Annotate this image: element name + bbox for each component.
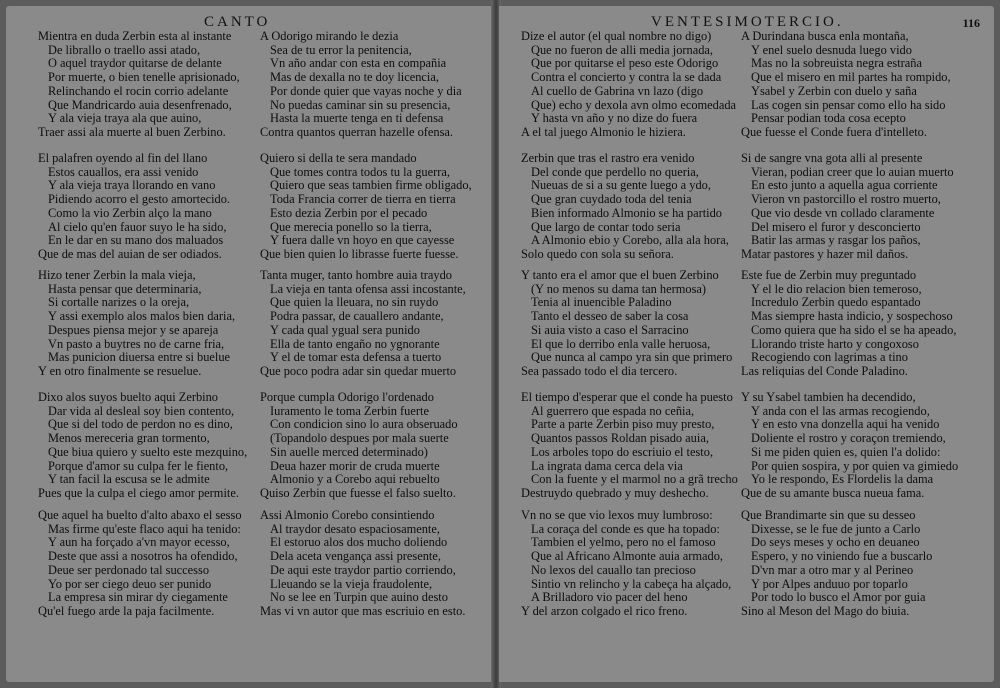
verse-line: Sea de tu error la penitencia, bbox=[270, 43, 412, 57]
verse-line: El estoruo alos dos mucho doliendo bbox=[270, 536, 448, 550]
verse-line: Quantos passos Roldan pisado auia, bbox=[531, 432, 709, 446]
verse-line: Que si del todo de perdon no es dino, bbox=[48, 418, 233, 432]
verse-line: Despues piensa mejor y se apareja bbox=[48, 323, 219, 337]
stanza bbox=[741, 269, 969, 379]
verse-line: Y su Ysabel tambien ha decendido, bbox=[741, 391, 916, 404]
verse-line: Que por quitarse el peso este Odorigo bbox=[531, 57, 719, 71]
verse-line: Pensar podian toda cosa ecepto bbox=[751, 112, 906, 126]
verse-line: Quiero que seas tambien firme obligado, bbox=[270, 179, 472, 193]
verse-line: Mas siempre hasta indicio, y sospechoso bbox=[751, 310, 953, 324]
verse-line: Al traydor desato espaciosamente, bbox=[270, 522, 440, 536]
verse-line: No puedas caminar sin su presencia, bbox=[270, 98, 451, 112]
verse-line: Y enel suelo desnuda luego vido bbox=[751, 43, 912, 57]
verse-line: (Topandolo despues por mala suerte bbox=[270, 432, 449, 446]
verse-line: Si de sangre vna gota alli al presente bbox=[741, 152, 923, 165]
verse-line: Y en esto vna donzella aqui ha venido bbox=[751, 418, 940, 432]
verse-line: Y assi exemplo alos malos bien daria, bbox=[48, 310, 236, 324]
verse-line: Al cielo qu'en fauor suyo le ha sido, bbox=[48, 220, 227, 234]
verse-line: Hasta la muerte tenga en ti defensa bbox=[270, 112, 444, 126]
verse-line: Que gran cuydado toda del tenia bbox=[531, 193, 692, 207]
right-page bbox=[499, 6, 994, 682]
running-head-left: CANTO bbox=[204, 14, 271, 30]
stanza bbox=[38, 152, 266, 262]
verse-line: Por muerte, o bien tenelle aprisionado, bbox=[48, 71, 240, 85]
verse-line: Y el le dio relacion bien temeroso, bbox=[751, 282, 922, 296]
stanza bbox=[38, 269, 266, 379]
verse-line: Y cada qual ygual sera punido bbox=[270, 323, 420, 337]
verse-line: Que biua quiero y suelto este mezquino, bbox=[48, 445, 248, 459]
verse-line: Toda Francia correr de tierra en tierra bbox=[270, 193, 456, 207]
verse-line: Y tanto era el amor que el buen Zerbino bbox=[521, 269, 719, 282]
verse-line: Dar vida al desleal soy bien contento, bbox=[48, 404, 235, 418]
verse-line: Y aun ha forçado a'vn mayor ecesso, bbox=[48, 536, 230, 550]
verse-line: Qu'el fuego arde la paja facilmente. bbox=[38, 604, 215, 618]
verse-line: Vieran, podian creer que lo auian muerto bbox=[751, 165, 954, 179]
verse-line: Vn pasto a buytres no de carne fria, bbox=[48, 337, 225, 351]
verse-line: Con condicion sino lo aura obseruado bbox=[270, 418, 458, 432]
verse-line: Quiso Zerbin que fuesse el falso suelto. bbox=[260, 486, 456, 500]
verse-line: Que poco podra adar sin quedar muerto bbox=[260, 364, 457, 378]
verse-line: Sintio vn relincho y la cabeça ha alçado, bbox=[531, 577, 732, 591]
verse-line: Que vio desde vn collado claramente bbox=[751, 206, 935, 220]
verse-line: Que Mandricardo auia desenfrenado, bbox=[48, 98, 232, 112]
verse-line: A Durindana busca enla montaña, bbox=[741, 30, 909, 43]
verse-line: Ella de tanto engaño no ygnorante bbox=[270, 337, 440, 351]
verse-line: Del misero el furor y desconcierto bbox=[751, 220, 921, 234]
verse-line: D'vn mar a otro mar y al Perineo bbox=[751, 563, 914, 577]
stanza bbox=[741, 152, 969, 262]
verse-line: Dize el autor (el qual nombre no digo) bbox=[521, 30, 712, 43]
verse-line: Del conde que perdello no queria, bbox=[531, 165, 699, 179]
verse-line: Yo le respondo, Es Flordelis la dama bbox=[751, 473, 934, 487]
verse-line: Por quien sospira, y por quien va gimiedo bbox=[751, 459, 959, 473]
verse-line: Mas de dexalla no te doy licencia, bbox=[270, 71, 439, 85]
verse-line: En le dar en su mano dos maluados bbox=[48, 234, 224, 248]
verse-line: Y en otro finalmente se resuelue. bbox=[38, 364, 202, 378]
verse-line: Las cogen sin pensar como ello ha sido bbox=[751, 98, 946, 112]
verse-line: Que bien quien lo librasse fuerte fuesse. bbox=[260, 247, 459, 261]
stanza bbox=[521, 509, 749, 619]
verse-line: A el tal juego Almonio le hiziera. bbox=[521, 125, 686, 139]
verse-line: Si cortalle narizes o la oreja, bbox=[48, 296, 190, 310]
verse-line: Que fuesse el Conde fuera d'intelleto. bbox=[741, 125, 927, 139]
verse-line: Contra el concierto y contra la se dada bbox=[531, 71, 722, 85]
verse-line: Y anda con el las armas recogiendo, bbox=[751, 404, 930, 418]
verse-line: Dixo alos suyos buelto aqui Zerbino bbox=[38, 391, 218, 404]
verse-line: Sino al Meson del Mago do biuia. bbox=[741, 604, 910, 618]
verse-line: Si me piden quien es, quien l'a dolido: bbox=[751, 445, 941, 459]
verse-line: Mas vi vn autor que mas escriuio en esto. bbox=[260, 604, 466, 618]
verse-line: No se lee en Turpin que auino desto bbox=[270, 591, 448, 605]
verse-line: Sea passado todo el dia tercero. bbox=[521, 364, 678, 378]
verse-line: Relinchando el rocin corrio adelante bbox=[48, 84, 229, 98]
verse-line: Incredulo Zerbin quedo espantado bbox=[751, 296, 921, 310]
verse-line: Tenia al inuencible Paladino bbox=[531, 296, 672, 310]
verse-line: A Almonio ebio y Corebo, alla ala hora, bbox=[531, 234, 729, 248]
verse-line: Almonio y a Corebo aqui rebuelto bbox=[270, 473, 440, 487]
verse-line: De aqui este traydor partio corriendo, bbox=[270, 563, 456, 577]
verse-line: Pidiendo acorro el gesto amortecido. bbox=[48, 193, 231, 207]
verse-line: Porque d'amor su culpa fer le fiento, bbox=[48, 459, 229, 473]
verse-line: Y ala vieja traya llorando en vano bbox=[48, 179, 216, 193]
verse-line: La vieja en tanta ofensa assi incostante, bbox=[270, 282, 466, 296]
stanza bbox=[38, 391, 266, 501]
verse-line: Zerbin que tras el rastro era venido bbox=[521, 152, 695, 165]
verse-line: Llorando triste harto y congoxoso bbox=[751, 337, 919, 351]
verse-line: Que de su amante busca nueua fama. bbox=[741, 486, 925, 500]
verse-line: Al guerrero que espada no ceñia, bbox=[531, 404, 695, 418]
verse-line: Mas firme qu'este flaco aqui ha tenido: bbox=[48, 522, 241, 536]
verse-line: O aquel traydor quitarse de delante bbox=[48, 57, 222, 71]
stanza bbox=[741, 391, 969, 501]
verse-line: Y hasta vn año y no dize do fuera bbox=[531, 112, 698, 126]
verse-line: Tambien el yelmo, pero no el famoso bbox=[531, 536, 716, 550]
verse-line: Podra passar, de cauallero andante, bbox=[270, 310, 444, 324]
verse-line: Mas no la sobreuista negra estraña bbox=[751, 57, 923, 71]
verse-line: Deua hazer morir de cruda muerte bbox=[270, 459, 440, 473]
verse-line: Deue ser perdonado tal successo bbox=[48, 563, 210, 577]
stanza bbox=[38, 30, 266, 140]
verse-line: Solo quedo con sola su señora. bbox=[521, 247, 674, 261]
verse-line: A Odorigo mirando le dezia bbox=[260, 30, 399, 43]
verse-line: Si auia visto a caso el Sarracino bbox=[531, 323, 689, 337]
verse-line: Por todo lo busco el Amor por guia bbox=[751, 591, 926, 605]
verse-line: Como quiera que ha sido el se ha apeado, bbox=[751, 323, 957, 337]
verse-line: La empresa sin mirar dy ciegamente bbox=[48, 591, 228, 605]
verse-line: La ingrata dama cerca dela via bbox=[531, 459, 683, 473]
verse-line: Vieron vn pastorcillo el rostro muerto, bbox=[751, 193, 941, 207]
verse-line: Y tan facil la escusa se le admite bbox=[48, 473, 210, 487]
stanza bbox=[260, 269, 488, 379]
verse-line: Vn año andar con esta en compañia bbox=[270, 57, 447, 71]
verse-line: Y fuera dalle vn hoyo en que cayesse bbox=[270, 234, 455, 248]
verse-line: Yo por ser ciego deuo ser punido bbox=[48, 577, 212, 591]
verse-line: Espero, y no viniendo fue a buscarlo bbox=[751, 550, 933, 564]
verse-line: Que Brandimarte sin que su desseo bbox=[741, 509, 916, 522]
folio-number: 116 bbox=[962, 16, 980, 30]
stanza bbox=[260, 30, 488, 140]
verse-line: Con la fuente y el marmol no a grã trecho bbox=[531, 473, 738, 487]
stanza bbox=[521, 391, 749, 501]
verse-line: Deste que assi a nosotros ha ofendido, bbox=[48, 550, 238, 564]
verse-line: El que lo derribo enla valle heruosa, bbox=[531, 337, 711, 351]
verse-line: Y del arzon colgado el rico freno. bbox=[521, 604, 688, 618]
verse-line: De librallo o traello assi atado, bbox=[48, 43, 201, 57]
verse-line: Sin auelle merced determinado) bbox=[270, 445, 428, 459]
verse-line: Que aquel ha buelto d'alto abaxo el sesso bbox=[38, 509, 242, 522]
stanza bbox=[741, 509, 969, 619]
verse-line: Do seys meses y ocho en deuaneo bbox=[751, 536, 920, 550]
verse-line: Vn no se que vio lexos muy lumbroso: bbox=[521, 509, 713, 522]
verse-line: A Brilladoro vio pacer del heno bbox=[531, 591, 688, 605]
verse-line: Al cuello de Gabrina vn lazo (digo bbox=[531, 84, 704, 98]
verse-line: Matar pastores y hazer mil daños. bbox=[741, 247, 909, 261]
stanza bbox=[260, 152, 488, 262]
verse-line: Y por Alpes anduuo por toparlo bbox=[751, 577, 908, 591]
verse-line: Nueuas de si a su gente luego a ydo, bbox=[531, 179, 711, 193]
verse-line: Que al Africano Almonte auia armado, bbox=[531, 550, 723, 564]
verse-line: Parte a parte Zerbin piso muy presto, bbox=[531, 418, 715, 432]
verse-line: Dixesse, se le fue de junto a Carlo bbox=[751, 522, 921, 536]
running-head-right: VENTESIMOTERCIO. bbox=[651, 14, 844, 30]
verse-line: Quiero si della te sera mandado bbox=[260, 152, 417, 165]
verse-line: Recogiendo con lagrimas a tino bbox=[751, 351, 908, 365]
verse-line: Ysabel y Zerbin con duelo y saña bbox=[751, 84, 917, 98]
verse-line: Dela aceta vengança assi presente, bbox=[270, 550, 441, 564]
verse-line: Hizo tener Zerbin la mala vieja, bbox=[38, 269, 196, 282]
verse-line: Que nunca al campo yra sin que primero bbox=[531, 351, 733, 365]
verse-line: Este fue de Zerbin muy preguntado bbox=[741, 269, 917, 282]
verse-line: Estos cauallos, era assi venido bbox=[48, 165, 199, 179]
stanza bbox=[521, 269, 749, 379]
verse-line: Tanto el desseo de saber la cosa bbox=[531, 310, 689, 324]
verse-line: Que quien la lleuara, no sin ruydo bbox=[270, 296, 439, 310]
verse-line: Como la vio Zerbin alço la mano bbox=[48, 206, 212, 220]
verse-line: El tiempo d'esperar que el conde ha puesto bbox=[521, 391, 733, 404]
verse-line: Que merecia ponello so la tierra, bbox=[270, 220, 432, 234]
stanza bbox=[521, 152, 749, 262]
verse-line: Que el misero en mil partes ha rompido, bbox=[751, 71, 951, 85]
verse-line: Los arboles topo do escriuio el testo, bbox=[531, 445, 714, 459]
verse-line: Pues que la culpa el ciego amor permite. bbox=[38, 486, 239, 500]
verse-line: Que) echo y dexola avn olmo ecomedada bbox=[531, 98, 737, 112]
verse-line: Doliente el rostro y coraçon tremiendo, bbox=[751, 432, 946, 446]
stanza bbox=[741, 30, 969, 140]
verse-line: Y el de tomar esta defensa a tuerto bbox=[270, 351, 442, 365]
verse-line: Que tomes contra todos tu la guerra, bbox=[270, 165, 450, 179]
verse-line: La coraça del conde es que ha topado: bbox=[531, 522, 720, 536]
stanza bbox=[260, 509, 488, 619]
verse-line: Y ala vieja traya ala que auino, bbox=[48, 112, 202, 126]
verse-line: Traer assi ala muerte al buen Zerbino. bbox=[38, 125, 226, 139]
verse-line: Lleuando se la vieja fraudolente, bbox=[270, 577, 433, 591]
stanza bbox=[260, 391, 488, 501]
verse-line: Contra quantos querran hazelle ofensa. bbox=[260, 125, 454, 139]
verse-line: Batir las armas y rasgar los paños, bbox=[751, 234, 921, 248]
verse-line: Bien informado Almonio se ha partido bbox=[531, 206, 722, 220]
stanza bbox=[521, 30, 749, 140]
verse-line: Porque cumpla Odorigo l'ordenado bbox=[260, 391, 434, 404]
verse-line: Mientra en duda Zerbin esta al instante bbox=[38, 30, 232, 43]
verse-line: Las reliquias del Conde Paladino. bbox=[741, 364, 908, 378]
verse-line: Destruydo quebrado y muy deshecho. bbox=[521, 486, 709, 500]
verse-line: Hasta pensar que determinaria, bbox=[48, 282, 202, 296]
stanza bbox=[38, 509, 266, 619]
verse-line: Que no fueron de alli media jornada, bbox=[531, 43, 714, 57]
verse-line: No lexos del cauallo tan precioso bbox=[531, 563, 696, 577]
verse-line: Mas punicion diuersa entre si buelue bbox=[48, 351, 231, 365]
verse-line: Iuramento le toma Zerbin fuerte bbox=[270, 404, 429, 418]
verse-line: Que de mas del auian de ser odiados. bbox=[38, 247, 222, 261]
verse-line: Assi Almonio Corebo consintiendo bbox=[260, 509, 435, 522]
left-page bbox=[6, 6, 493, 682]
verse-line: Por donde quier que vayas noche y dia bbox=[270, 84, 462, 98]
verse-line: Esto dezia Zerbin por el pecado bbox=[270, 206, 428, 220]
verse-line: Menos mereceria gran tormento, bbox=[48, 432, 210, 446]
verse-line: En esto junto a aquella agua corriente bbox=[751, 179, 938, 193]
verse-line: Que largo de contar todo seria bbox=[531, 220, 681, 234]
verse-line: (Y no menos su dama tan hermosa) bbox=[531, 282, 707, 296]
verse-line: El palafren oyendo al fin del llano bbox=[38, 152, 208, 165]
verse-line: Tanta muger, tanto hombre auia traydo bbox=[260, 269, 452, 282]
